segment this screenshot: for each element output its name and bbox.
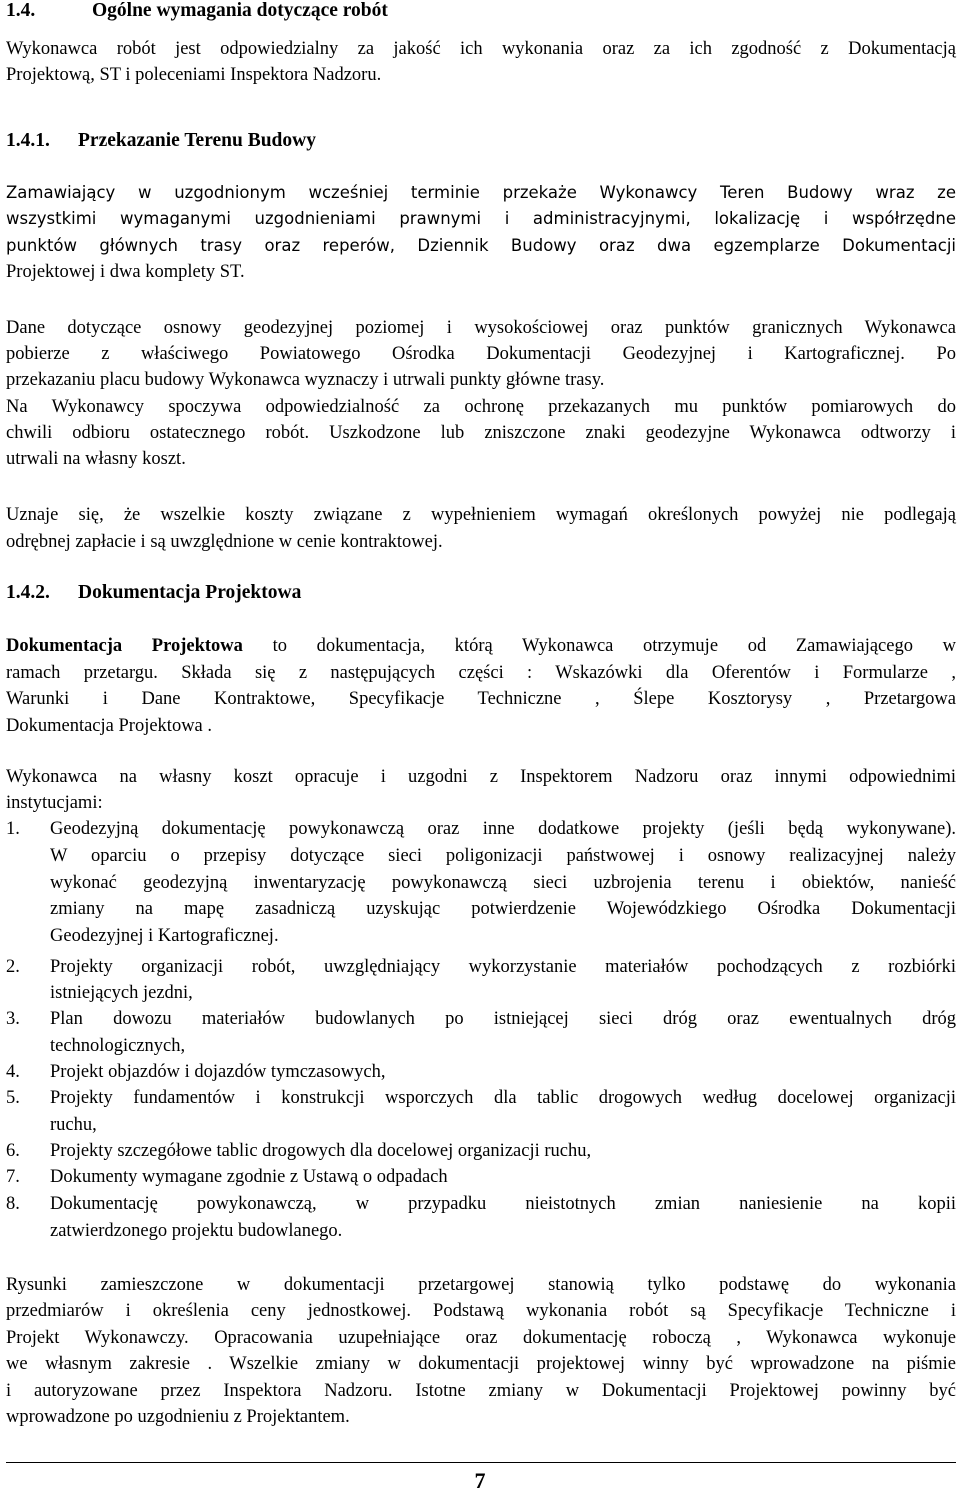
paragraph-line: i autoryzowane przez Inspektora Nadzoru. Istotne zmiany w Dokumentacji Projektowej powinny być (6, 1381, 956, 1401)
list-item: 8. Dokumentację powykonawczą, w przypadku nieistotnych zmian naniesienie na kopii (6, 1194, 956, 1214)
section-heading-1-4: 1.4. Ogólne wymagania dotyczące robót (6, 0, 388, 21)
intro-line: Wykonawca robót jest odpowiedzialny za jakość ich wykonania oraz za ich zgodność z Dokumentacją (6, 39, 956, 59)
paragraph-line: Dokumentacja Projektowa . (6, 716, 213, 736)
paragraph-line: Uznaje się, że wszelkie koszty związane z wypełnieniem wymagań określonych powyżej nie podlegają (6, 505, 956, 525)
paragraph-line: Projektowej i dwa komplety ST. (6, 262, 245, 282)
list-item-continuation: istniejących jezdni, (50, 983, 193, 1003)
list-item-continuation: wykonać geodezyjną inwentaryzację powykonawczą sieci uzbrojenia terenu i obiektów, nanieść (50, 873, 956, 893)
section-heading-1-4-1: 1.4.1. Przekazanie Terenu Budowy (6, 130, 316, 151)
paragraph-line: chwili odbioru ostatecznego robót. Uszkodzone lub zniszczone znaki geodezyjne Wykonawca odtworzy i (6, 423, 956, 443)
paragraph-line: wszystkimi wymaganymi uzgodnieniami prawnymi i administracyjnymi, lokalizację i współrzędne (6, 209, 956, 228)
list-item: 7. Dokumenty wymagane zgodnie z Ustawą o odpadach (6, 1167, 448, 1187)
paragraph-line: Zamawiający w uzgodnionym wcześniej terminie przekaże Wykonawcy Teren Budowy wraz ze (6, 183, 956, 202)
bold-lead: Dokumentacja Projektowa (6, 636, 243, 656)
paragraph-line: punktów głównych trasy oraz reperów, Dziennik Budowy oraz dwa egzemplarze Dokumentacji (6, 236, 956, 255)
section-heading-1-4-2: 1.4.2. Dokumentacja Projektowa (6, 582, 302, 603)
list-item-continuation: technologicznych, (50, 1036, 186, 1056)
paragraph-line: Warunki i Dane Kontraktowe, Specyfikacje Techniczne , Ślepe Kosztorysy , Przetargowa (6, 689, 956, 709)
list-item: 6. Projekty szczegółowe tablic drogowych dla docelowej organizacji ruchu, (6, 1141, 592, 1161)
paragraph-line: we własnym zakresie . Wszelkie zmiany w dokumentacji projektowej winny być wprowadzone na piśmie (6, 1354, 956, 1374)
list-item-continuation: zmiany na mapę zasadniczą uzyskując potwierdzenie Wojewódzkiego Ośrodka Dokumentacji (50, 899, 956, 919)
paragraph-line: Projekt Wykonawczy. Opracowania uzupełniające oraz dokumentację roboczą , Wykonawca wykonuje (6, 1328, 956, 1348)
list-item-continuation: Geodezyjnej i Kartograficznej. (50, 926, 279, 946)
paragraph-line: Dane dotyczące osnowy geodezyjnej poziomej i wysokościowej oraz punktów granicznych Wykonawca (6, 318, 956, 338)
paragraph-line: odrębnej zapłacie i są uwzględnione w cenie kontraktowej. (6, 532, 443, 552)
footer-divider (6, 1462, 956, 1463)
paragraph-line: instytucjami: (6, 793, 103, 813)
list-item: 4. Projekt objazdów i dojazdów tymczasowych, (6, 1062, 386, 1082)
list-item: 2. Projekty organizacji robót, uwzględniający wykorzystanie materiałów pochodzących z rozbiórki (6, 957, 956, 977)
list-item-continuation: W oparciu o przepisy dotyczące sieci poligonizacji państwowej i osnowy realizacyjnej należy (50, 846, 956, 866)
list-item-continuation: zatwierdzonego projektu budowlanego. (50, 1221, 343, 1241)
intro-line: Projektową, ST i poleceniami Inspektora Nadzoru. (6, 65, 382, 85)
list-item: 1. Geodezyjną dokumentację powykonawczą oraz inne dodatkowe projekty (jeśli będą wykonywane). (6, 819, 956, 839)
paragraph-line: przekazaniu placu budowy Wykonawca wyznaczy i utrwali punkty główne trasy. (6, 370, 605, 390)
paragraph-line: przedmiarów i określenia ceny jednostkowej. Podstawą wykonania robót są Specyfikacje Techniczne i (6, 1301, 956, 1321)
paragraph-line: wprowadzone po uzgodnieniu z Projektantem. (6, 1407, 350, 1427)
paragraph-line: Rysunki zamieszczone w dokumentacji przetargowej stanowią tylko podstawę do wykonania (6, 1275, 956, 1295)
page-number: 7 (474, 1468, 486, 1493)
paragraph-line: Dokumentacja Projektowa to dokumentacja, którą Wykonawca otrzymuje od Zamawiającego w (6, 636, 956, 656)
paragraph-line: Wykonawca na własny koszt opracuje i uzgodni z Inspektorem Nadzoru oraz innymi odpowiednimi (6, 767, 956, 787)
paragraph-line: pobierze z właściwego Powiatowego Ośrodka Dokumentacji Geodezyjnej i Kartograficznej. Po (6, 344, 956, 364)
paragraph-line: Na Wykonawcy spoczywa odpowiedzialność za ochronę przekazanych mu punktów pomiarowych do (6, 397, 956, 417)
list-item: 3. Plan dowozu materiałów budowlanych po istniejącej sieci dróg oraz ewentualnych dróg (6, 1009, 956, 1029)
list-item-continuation: ruchu, (50, 1115, 97, 1135)
list-item: 5. Projekty fundamentów i konstrukcji wsporczych dla tablic drogowych według docelowej organizacji (6, 1088, 956, 1108)
paragraph-line: ramach przetargu. Składa się z następujących części : Wskazówki dla Oferentów i Formularze , (6, 663, 956, 683)
paragraph-line: utrwali na własny koszt. (6, 449, 186, 469)
